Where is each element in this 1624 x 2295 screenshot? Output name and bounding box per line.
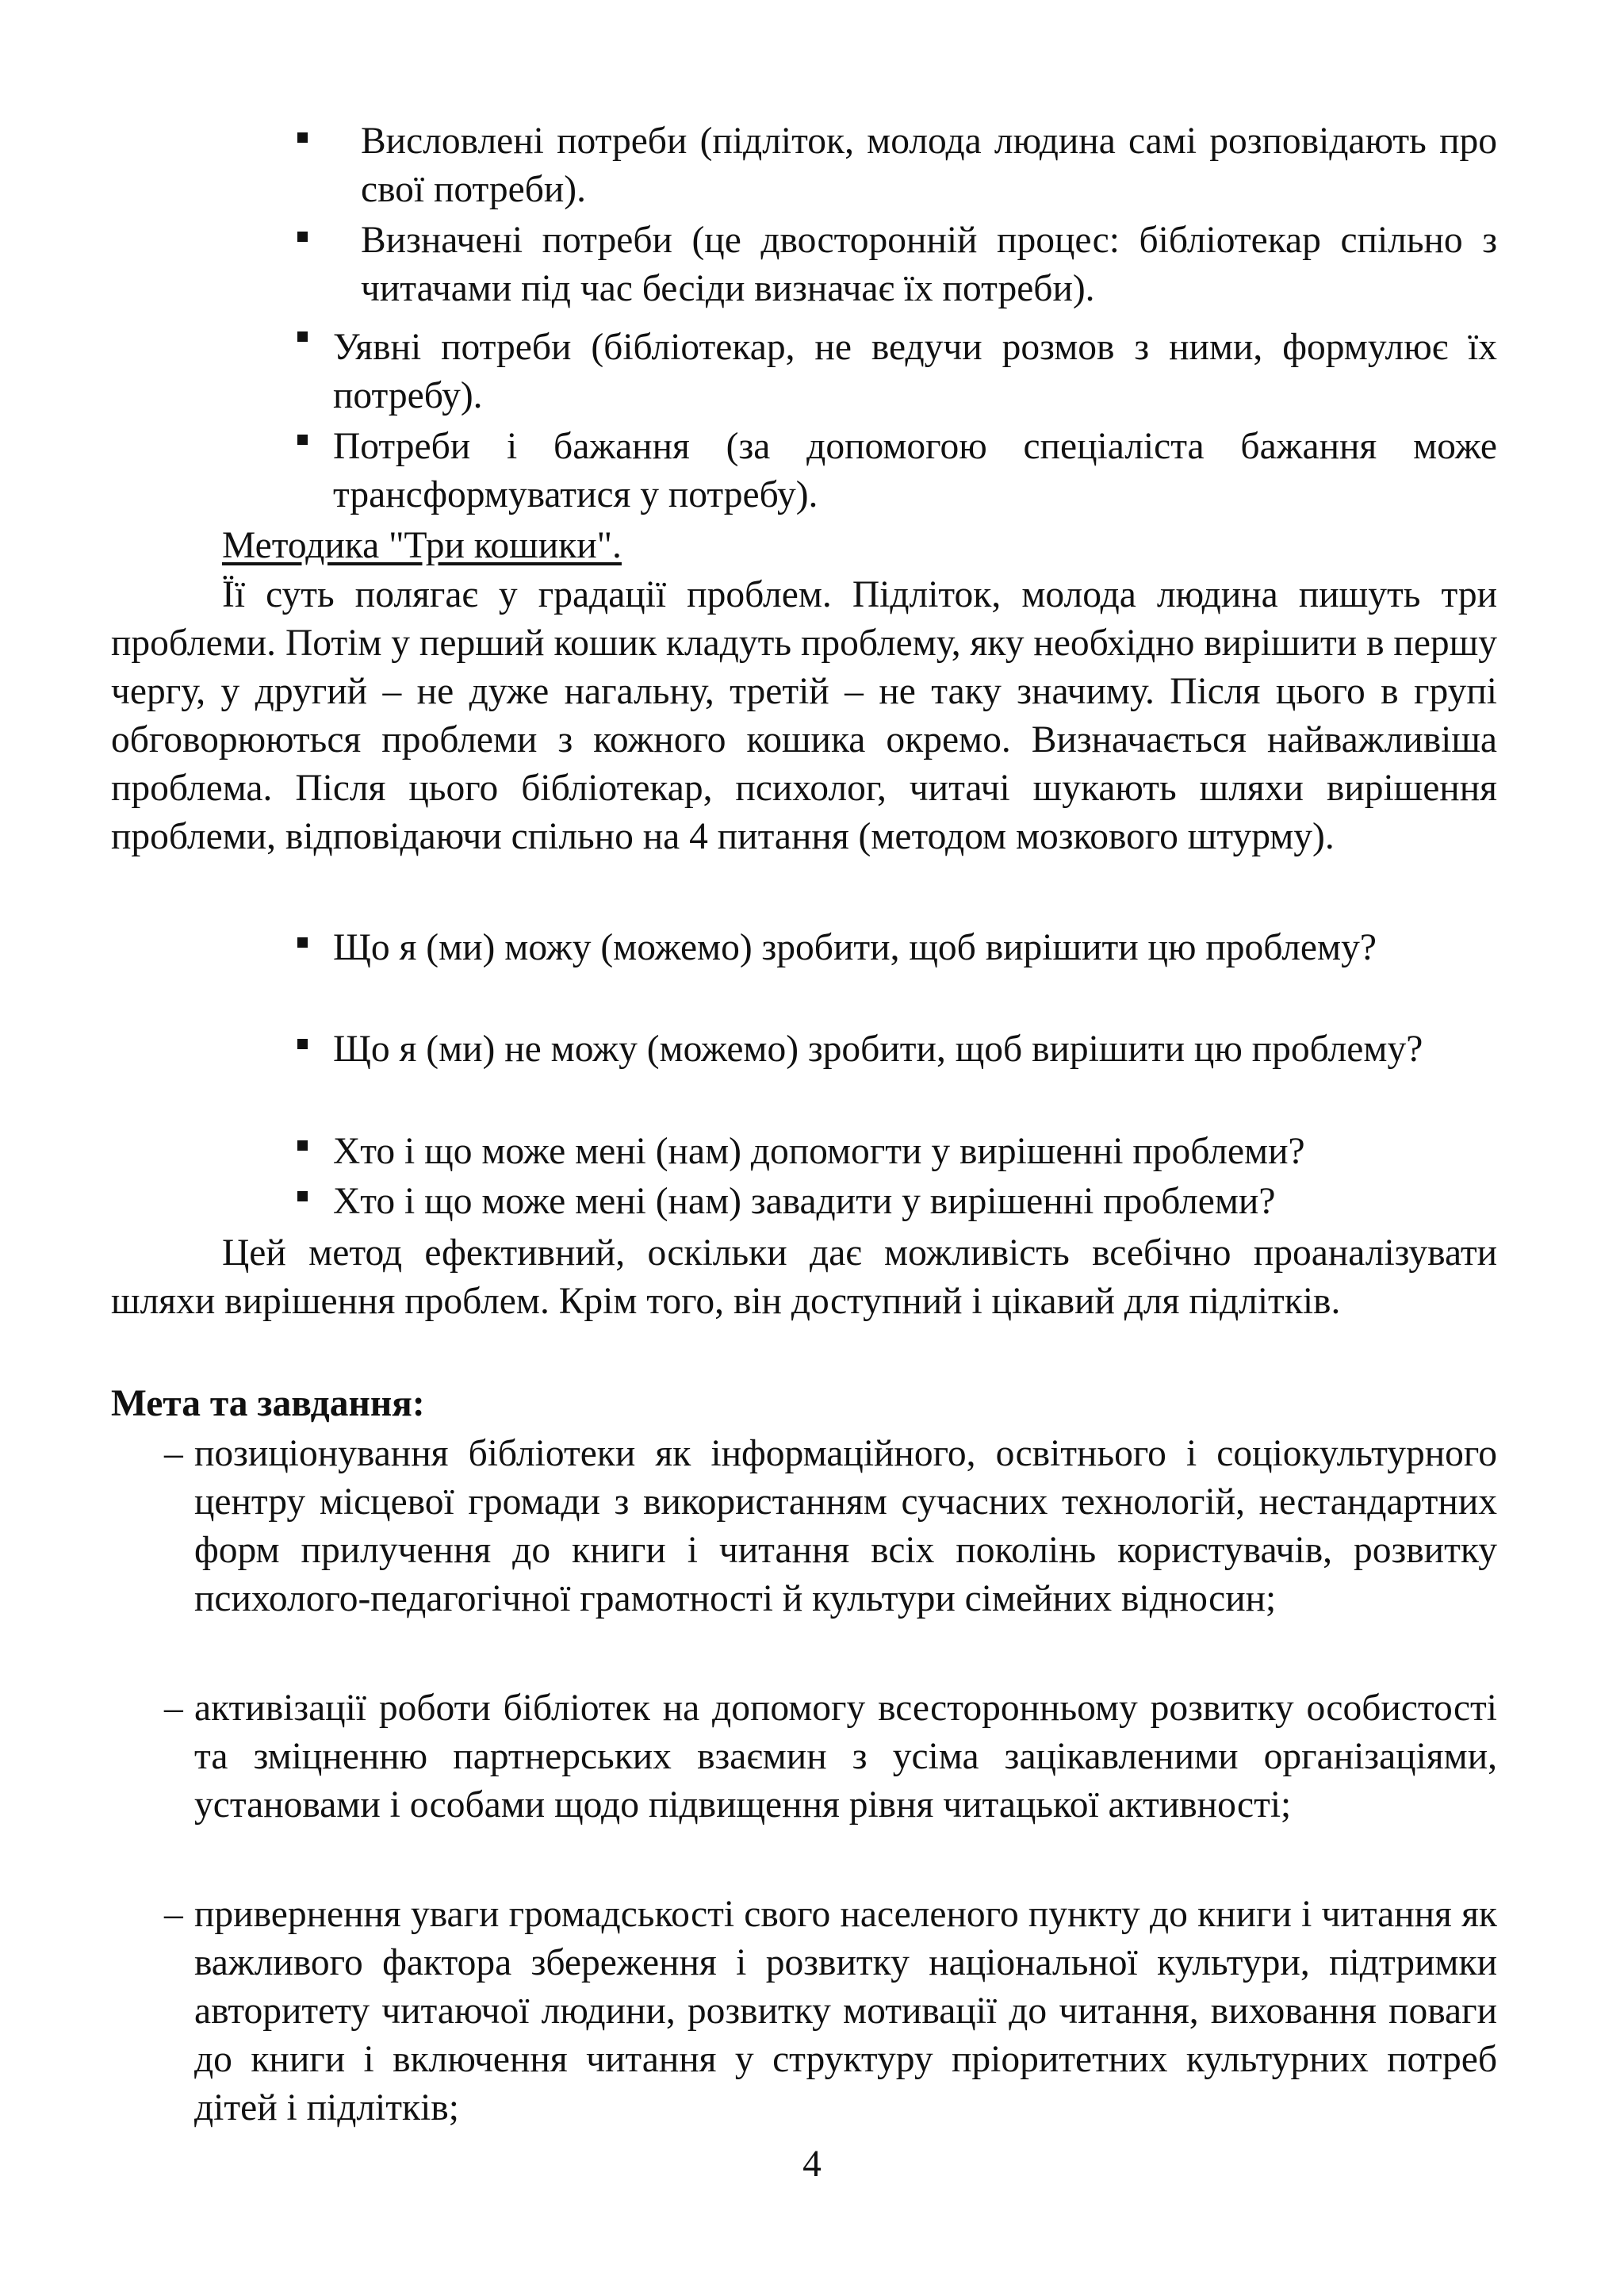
bullet-square-icon [297, 1039, 308, 1049]
bullet-square-icon [297, 232, 308, 242]
bullet-square-icon [297, 132, 308, 143]
question-3: Хто і що може мені (нам) допомогти у вирішенні проблеми? [333, 1131, 1305, 1172]
needs-item-1: Висловлені потреби (підліток, молода людина самі розповідають про свої потреби). [361, 121, 1497, 210]
dash-bullet-icon: – [164, 1688, 183, 1729]
question-4: Хто і що може мені (нам) завадити у вирішенні проблеми? [333, 1181, 1276, 1222]
question-1: Що я (ми) можу (можемо) зробити, щоб вирішити цю проблему? [333, 927, 1377, 968]
bullet-square-icon [297, 1191, 308, 1201]
needs-item-4: Потреби і бажання (за допомогою спеціаліста бажання може трансформуватися у потребу). [333, 426, 1497, 515]
needs-item-3: Уявні потреби (бібліотекар, не ведучи розмов з ними, формулює їх потребу). [333, 327, 1497, 416]
page-number: 4 [802, 2144, 822, 2185]
method-paragraph: Її суть полягає у градації проблем. Підліток, молода людина пишуть три проблеми. Потім у перший кошик кладуть проблему, яку необхідно вирішити в першу чергу, у другий – не дуже нагальну, третій – не таку значиму. Після цього в групі обговорюються проблеми з кожного кошика окремо. Визначається найважливіша проблема. Після цього бібліотекар, психолог, читачі шукають шляхи вирішення проблеми, відповідаючи спільно на 4 питання (методом мозкового штурму). [111, 574, 1497, 857]
bullet-square-icon [297, 331, 308, 342]
goal-item-3: привернення уваги громадськості свого населеного пункту до книги і читання як важливого фактора збереження і розвитку національної культури, підтримки авторитету читаючої людини, розвитку мотивації до читання, виховання поваги до книги і включення читання у структуру пріоритетних культурних потреб дітей і підлітків; [194, 1894, 1497, 2128]
goal-item-1: позиціонування бібліотеки як інформаційного, освітнього і соціокультурного центру місцевої громади з використанням сучасних технологій, нестандартних форм прилучення до книги і читання всіх поколінь користувачів, розвитку психолого-педагогічної грамотності й культури сімейних відносин; [194, 1433, 1497, 1619]
method-heading: Методика "Три кошики". [222, 525, 622, 566]
bullet-square-icon [297, 1140, 308, 1151]
dash-bullet-icon: – [164, 1894, 183, 1935]
goal-item-2: активізації роботи бібліотек на допомогу всесторонньому розвитку особистості та зміцненню партнерських взаємин з усіма зацікавленими організаціями, установами і особами щодо підвищення рівня читацької активності; [194, 1688, 1497, 1826]
conclusion-paragraph: Цей метод ефективний, оскільки дає можливість всебічно проаналізувати шляхи вирішення проблем. Крім того, він доступний і цікавий для підлітків. [111, 1232, 1497, 1322]
needs-item-2: Визначені потреби (це двосторонній процес: бібліотекар спільно з читачами під час бесіди визначає їх потреби). [361, 220, 1497, 309]
goals-heading: Мета та завдання: [111, 1383, 425, 1424]
bullet-square-icon [297, 937, 308, 948]
dash-bullet-icon: – [164, 1433, 183, 1474]
question-2: Що я (ми) не можу (можемо) зробити, щоб вирішити цю проблему? [333, 1029, 1423, 1070]
bullet-square-icon [297, 435, 308, 445]
